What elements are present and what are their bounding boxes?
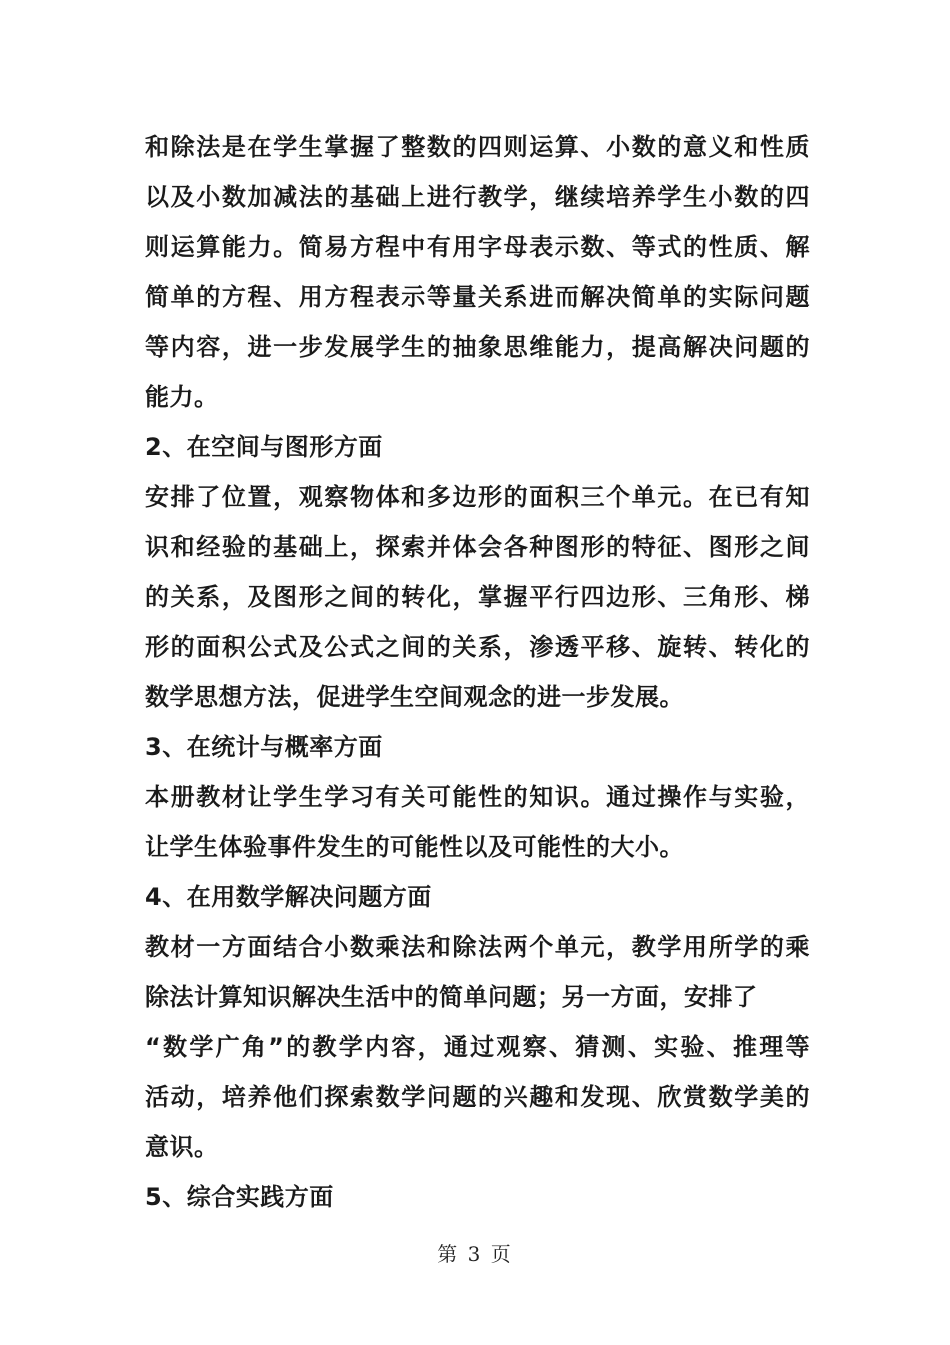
text-line: 识和经验的基础上，探索并体会各种图形的特征、图形之间 [145,533,810,561]
text-line: 本册教材让学生学习有关可能性的知识。通过操作与实验， [145,783,810,811]
text-line: 意识。 [145,1133,219,1161]
text-line: 和除法是在学生掌握了整数的四则运算、小数的意义和性质 [145,133,810,161]
text-line: 简单的方程、用方程表示等量关系进而解决简单的实际问题 [145,283,810,311]
section-heading: 2、在空间与图形方面 [145,433,383,461]
section-heading: 4、在用数学解决问题方面 [145,883,432,911]
text-line: 让学生体验事件发生的可能性以及可能性的大小。 [145,833,684,861]
section-heading: 3、在统计与概率方面 [145,733,383,761]
section-heading: 5、综合实践方面 [145,1183,334,1211]
text-line: 的关系，及图形之间的转化，掌握平行四边形、三角形、梯 [145,583,810,611]
text-line: 除法计算知识解决生活中的简单问题；另一方面，安排了 [145,983,758,1011]
text-line: 教材一方面结合小数乘法和除法两个单元，教学用所学的乘 [145,933,810,961]
text-line: 则运算能力。简易方程中有用字母表示数、等式的性质、解 [145,233,810,261]
text-line: 形的面积公式及公式之间的关系，渗透平移、旋转、转化的 [145,633,810,661]
text-line: 能力。 [145,383,219,411]
text-line: 数学思想方法，促进学生空间观念的进一步发展。 [145,683,684,711]
text-line: 等内容，进一步发展学生的抽象思维能力，提高解决问题的 [145,333,810,361]
text-line: 安排了位置，观察物体和多边形的面积三个单元。在已有知 [145,483,810,511]
page-number: 第 3 页 [437,1242,513,1266]
text-line: 活动，培养他们探索数学问题的兴趣和发现、欣赏数学美的 [145,1083,810,1111]
text-line: 以及小数加减法的基础上进行教学，继续培养学生小数的四 [145,183,810,211]
document-body [145,122,810,1222]
text-line: “数学广角”的教学内容，通过观察、猜测、实验、推理等 [145,1033,810,1061]
